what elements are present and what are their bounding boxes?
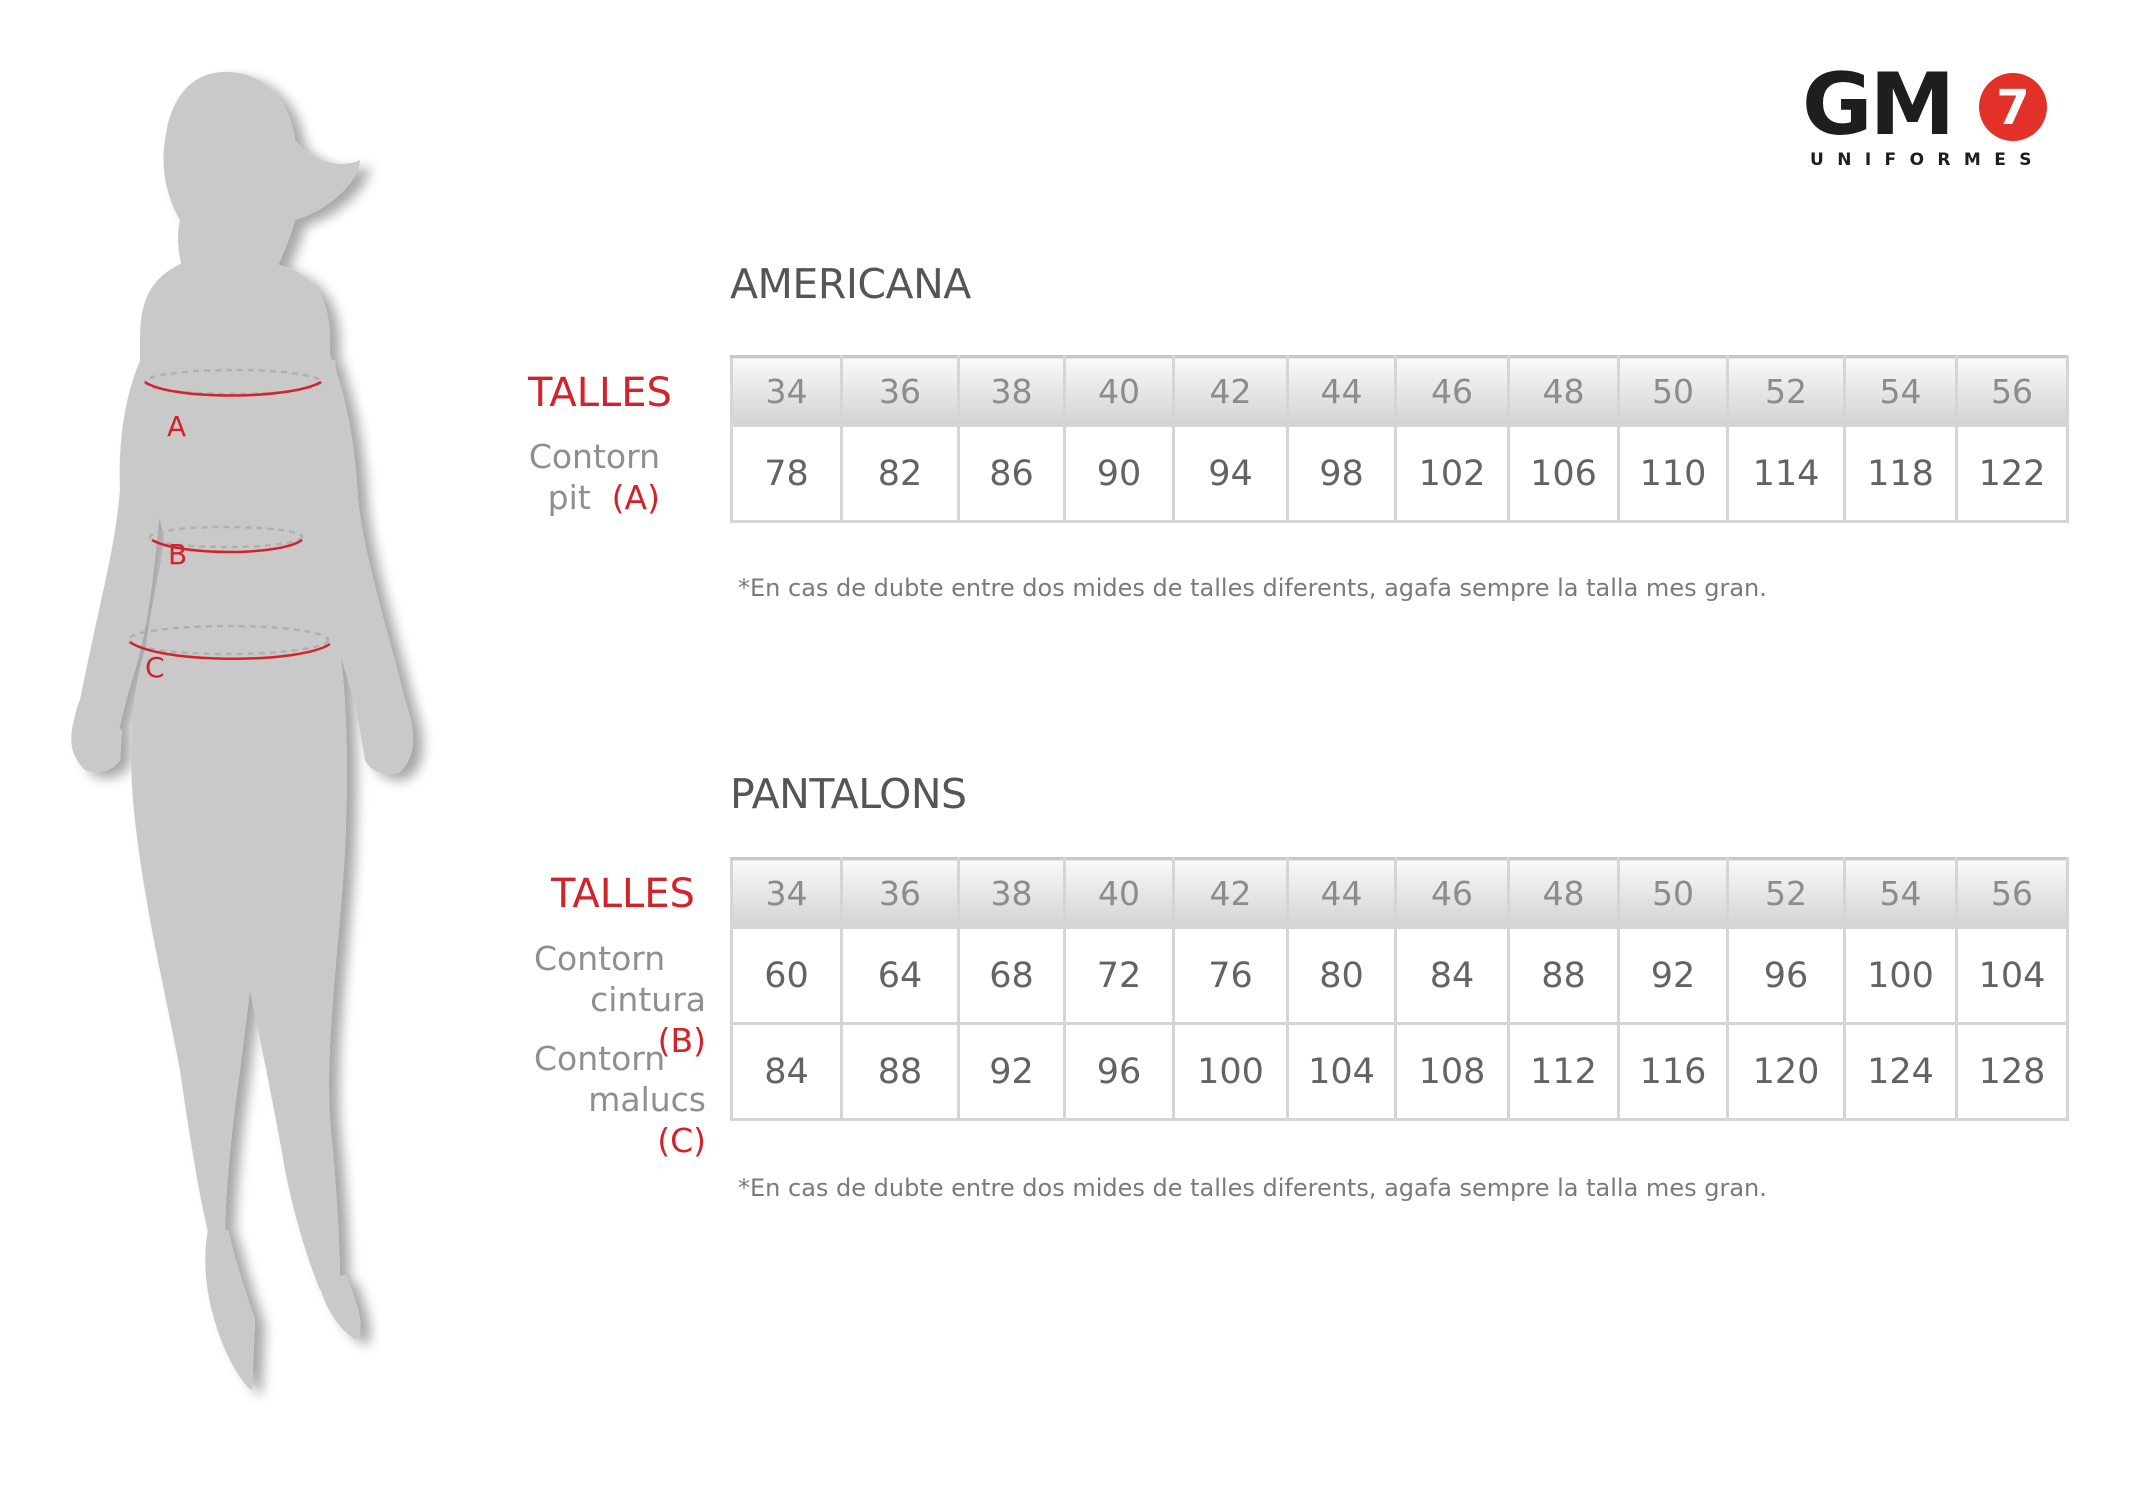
value-cell: 104	[1957, 928, 2068, 1024]
size-header-row	[732, 357, 2068, 426]
value-cell: 116	[1619, 1024, 1728, 1120]
value-cell: 64	[842, 928, 959, 1024]
size-cell: 56	[1957, 859, 2068, 928]
size-cell: 50	[1619, 357, 1728, 426]
size-cell: 54	[1845, 859, 1957, 928]
size-cell: 52	[1728, 859, 1845, 928]
value-cell: 98	[1288, 426, 1396, 522]
size-cell: 40	[1065, 357, 1174, 426]
size-cell: 38	[959, 357, 1065, 426]
size-cell: 42	[1174, 859, 1288, 928]
measure-row-malucs	[732, 1024, 2068, 1120]
value-cell: 68	[959, 928, 1065, 1024]
logo-seven-badge	[1978, 72, 2048, 142]
size-cell: 52	[1728, 357, 1845, 426]
size-cell: 44	[1288, 357, 1396, 426]
value-cell: 96	[1728, 928, 1845, 1024]
value-cell: 100	[1845, 928, 1957, 1024]
marker-b: B	[168, 538, 188, 571]
measure-row-pit	[732, 426, 2068, 522]
value-cell: 84	[732, 1024, 842, 1120]
row-code: (A)	[611, 478, 660, 517]
value-cell: 92	[959, 1024, 1065, 1120]
row-code: (C)	[657, 1121, 706, 1160]
value-cell: 102	[1396, 426, 1509, 522]
size-cell: 50	[1619, 859, 1728, 928]
woman-silhouette-icon	[40, 60, 460, 1420]
size-note-americana: *En cas de dubte entre dos mides de talles diferents, agafa sempre la talla mes gran.	[738, 574, 1767, 602]
value-cell: 118	[1845, 426, 1957, 522]
row-label-contorn-pit	[520, 436, 660, 518]
size-cell: 44	[1288, 859, 1396, 928]
section-title-pantalons: PANTALONS	[730, 770, 967, 818]
size-cell: 40	[1065, 859, 1174, 928]
value-cell: 114	[1728, 426, 1845, 522]
logo-subtitle: UNIFORMES	[1810, 150, 2045, 170]
value-cell: 124	[1845, 1024, 1957, 1120]
size-cell: 34	[732, 859, 842, 928]
value-cell: 86	[959, 426, 1065, 522]
americana-size-table	[730, 355, 2069, 523]
value-cell: 128	[1957, 1024, 2068, 1120]
value-cell: 90	[1065, 426, 1174, 522]
value-cell: 104	[1288, 1024, 1396, 1120]
value-cell: 60	[732, 928, 842, 1024]
row-label-line1: Contorn	[534, 1039, 666, 1078]
row-label-line2-text: cintura	[590, 980, 706, 1019]
size-cell: 48	[1509, 357, 1619, 426]
size-cell: 46	[1396, 859, 1509, 928]
marker-a: A	[167, 410, 187, 443]
size-cell: 56	[1957, 357, 2068, 426]
value-cell: 112	[1509, 1024, 1619, 1120]
row-label-line2-text: pit	[547, 478, 591, 517]
value-cell: 122	[1957, 426, 2068, 522]
logo-number: 7	[1996, 80, 2030, 136]
value-cell: 72	[1065, 928, 1174, 1024]
size-cell: 36	[842, 357, 959, 426]
measure-row-cintura	[732, 928, 2068, 1024]
row-label-line2	[520, 477, 660, 518]
talles-label-pantalons: TALLES	[551, 871, 695, 917]
row-label-line2	[534, 1079, 706, 1161]
value-cell: 78	[732, 426, 842, 522]
talles-label-americana: TALLES	[528, 370, 672, 416]
size-cell: 42	[1174, 357, 1288, 426]
logo-text: GM	[1802, 55, 1953, 155]
size-cell: 46	[1396, 357, 1509, 426]
value-cell: 110	[1619, 426, 1728, 522]
value-cell: 76	[1174, 928, 1288, 1024]
value-cell: 84	[1396, 928, 1509, 1024]
value-cell: 108	[1396, 1024, 1509, 1120]
row-label-line1: Contorn	[534, 939, 666, 978]
value-cell: 88	[1509, 928, 1619, 1024]
size-note-pantalons: *En cas de dubte entre dos mides de talles diferents, agafa sempre la talla mes gran.	[738, 1174, 1767, 1202]
row-code: (B)	[657, 1021, 706, 1060]
row-label-line2-text: malucs	[588, 1080, 706, 1119]
value-cell: 82	[842, 426, 959, 522]
row-label-contorn-malucs	[534, 1038, 706, 1161]
value-cell: 88	[842, 1024, 959, 1120]
row-label-line1: Contorn	[528, 437, 660, 476]
size-cell: 54	[1845, 357, 1957, 426]
value-cell: 106	[1509, 426, 1619, 522]
value-cell: 96	[1065, 1024, 1174, 1120]
value-cell: 92	[1619, 928, 1728, 1024]
pantalons-size-table	[730, 857, 2069, 1121]
size-cell: 34	[732, 357, 842, 426]
value-cell: 80	[1288, 928, 1396, 1024]
brand-logo	[1800, 55, 2060, 172]
value-cell: 120	[1728, 1024, 1845, 1120]
size-cell: 48	[1509, 859, 1619, 928]
size-cell: 36	[842, 859, 959, 928]
section-title-americana: AMERICANA	[730, 260, 971, 308]
value-cell: 100	[1174, 1024, 1288, 1120]
value-cell: 94	[1174, 426, 1288, 522]
marker-c: C	[145, 651, 165, 684]
size-header-row	[732, 859, 2068, 928]
size-cell: 38	[959, 859, 1065, 928]
